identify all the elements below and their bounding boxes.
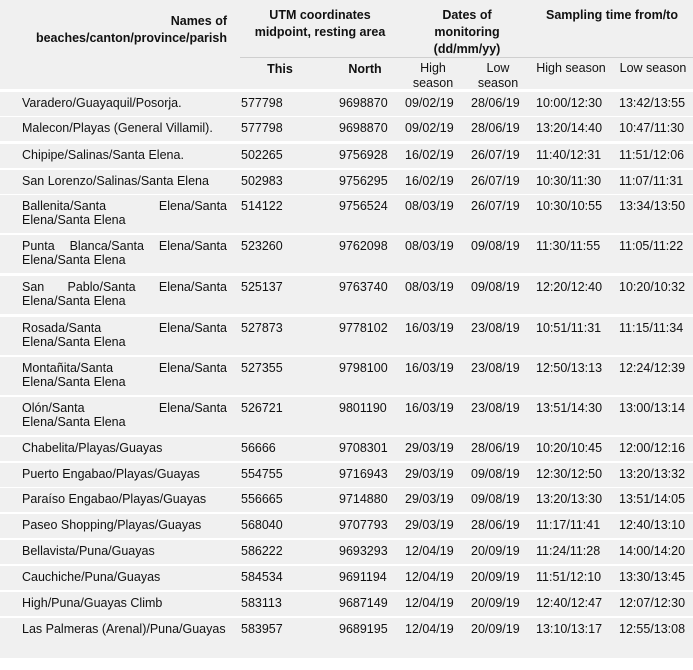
subheader-north: North xyxy=(348,62,382,76)
low-date-cell: 20/09/19 xyxy=(471,570,520,584)
low-time-cell: 12:55/13:08 xyxy=(619,622,686,636)
low-date-cell: 09/08/19 xyxy=(471,492,520,506)
low-time-cell: 14:00/14:20 xyxy=(619,544,686,558)
low-time-cell: 13:42/13:55 xyxy=(619,96,686,110)
high-date-cell: 09/02/19 xyxy=(405,121,454,135)
high-date-cell: 12/04/19 xyxy=(405,544,454,558)
table-row xyxy=(0,618,693,658)
table-row xyxy=(0,592,693,616)
low-date-cell: 28/06/19 xyxy=(471,441,520,455)
north-cell: 9707793 xyxy=(339,518,388,532)
beach-name: Chipipe/Salinas/Santa Elena. xyxy=(22,148,184,162)
high-time-cell: 13:20/14:40 xyxy=(536,121,603,135)
table-row xyxy=(0,144,693,168)
high-time-cell: 12:20/12:40 xyxy=(536,280,603,294)
low-time-cell: 13:51/14:05 xyxy=(619,492,686,506)
beach-name: Punta Blanca/Santa Elena/Santa Elena/Santa Elena xyxy=(22,239,227,267)
beach-name: Cauchiche/Puna/Guayas xyxy=(22,570,161,584)
high-date-cell: 09/02/19 xyxy=(405,96,454,110)
low-time-cell: 12:24/12:39 xyxy=(619,361,686,375)
north-cell: 9762098 xyxy=(339,239,388,253)
north-cell: 9716943 xyxy=(339,467,388,481)
table-row xyxy=(0,117,693,141)
north-cell: 9756295 xyxy=(339,174,388,188)
subheader-high-season-time: High season xyxy=(536,61,606,75)
north-cell: 9691194 xyxy=(339,570,387,584)
north-cell: 9693293 xyxy=(339,544,388,558)
beach-name: Chabelita/Playas/Guayas xyxy=(22,441,163,455)
north-cell: 9698870 xyxy=(339,96,388,110)
table-row xyxy=(0,566,693,590)
high-time-cell: 13:20/13:30 xyxy=(536,492,603,506)
table-row xyxy=(0,514,693,538)
high-date-cell: 29/03/19 xyxy=(405,518,454,532)
subheader-low-season-date: Low season xyxy=(477,61,519,90)
table-row xyxy=(0,235,693,273)
low-date-cell: 26/07/19 xyxy=(471,174,520,188)
high-date-cell: 16/02/19 xyxy=(405,174,454,188)
low-time-cell: 12:40/13:10 xyxy=(619,518,686,532)
high-time-cell: 10:00/12:30 xyxy=(536,96,603,110)
low-time-cell: 11:15/11:34 xyxy=(619,321,684,335)
low-time-cell: 11:51/12:06 xyxy=(619,148,685,162)
east-cell: 525137 xyxy=(241,280,283,294)
high-date-cell: 12/04/19 xyxy=(405,570,454,584)
low-time-cell: 13:30/13:45 xyxy=(619,570,686,584)
high-date-cell: 29/03/19 xyxy=(405,467,454,481)
subheader-this: This xyxy=(267,62,293,76)
table-row xyxy=(0,540,693,564)
east-cell: 556665 xyxy=(241,492,283,506)
low-date-cell: 09/08/19 xyxy=(471,239,520,253)
beach-name: High/Puna/Guayas Climb xyxy=(22,596,163,610)
high-time-cell: 12:30/12:50 xyxy=(536,467,603,481)
table-row xyxy=(0,276,693,314)
low-date-cell: 20/09/19 xyxy=(471,622,520,636)
header-sampling: Sampling time from/to xyxy=(546,8,678,22)
north-cell: 9798100 xyxy=(339,361,388,375)
table-row xyxy=(0,317,693,355)
beach-name: Varadero/Guayaquil/Posorja. xyxy=(22,96,182,110)
low-time-cell: 13:00/13:14 xyxy=(619,401,686,415)
high-time-cell: 10:30/10:55 xyxy=(536,199,603,213)
low-date-cell: 28/06/19 xyxy=(471,96,520,110)
beach-name: Bellavista/Puna/Guayas xyxy=(22,544,155,558)
east-cell: 584534 xyxy=(241,570,283,584)
low-time-cell: 13:20/13:32 xyxy=(619,467,686,481)
low-date-cell: 20/09/19 xyxy=(471,596,520,610)
high-time-cell: 13:10/13:17 xyxy=(536,622,603,636)
low-date-cell: 26/07/19 xyxy=(471,148,520,162)
subheader-low-season-time: Low season xyxy=(619,61,687,75)
beach-name: Malecon/Playas (General Villamil). xyxy=(22,121,213,135)
beach-name: Puerto Engabao/Playas/Guayas xyxy=(22,467,200,481)
low-time-cell: 12:07/12:30 xyxy=(619,596,686,610)
east-cell: 583957 xyxy=(241,622,283,636)
subheader-high-season-date: High season xyxy=(412,61,454,90)
east-cell: 554755 xyxy=(241,467,283,481)
low-time-cell: 11:07/11:31 xyxy=(619,174,684,188)
low-date-cell: 28/06/19 xyxy=(471,518,520,532)
east-cell: 527355 xyxy=(241,361,283,375)
low-time-cell: 10:20/10:32 xyxy=(619,280,686,294)
high-date-cell: 08/03/19 xyxy=(405,280,454,294)
beach-name: Las Palmeras (Arenal)/Puna/Guayas xyxy=(22,622,226,636)
low-time-cell: 10:47/11:30 xyxy=(619,121,685,135)
east-cell: 502265 xyxy=(241,148,283,162)
low-date-cell: 26/07/19 xyxy=(471,199,520,213)
beach-name: Olón/Santa Elena/Santa Elena/Santa Elena xyxy=(22,401,227,429)
high-date-cell: 08/03/19 xyxy=(405,239,454,253)
north-cell: 9801190 xyxy=(339,401,387,415)
north-cell: 9763740 xyxy=(339,280,388,294)
table-row xyxy=(0,170,693,194)
north-cell: 9689195 xyxy=(339,622,388,636)
table-row xyxy=(0,357,693,395)
north-cell: 9708301 xyxy=(339,441,388,455)
north-cell: 9698870 xyxy=(339,121,388,135)
high-date-cell: 29/03/19 xyxy=(405,441,454,455)
table-row xyxy=(0,463,693,487)
north-cell: 9756928 xyxy=(339,148,388,162)
beach-name: Ballenita/Santa Elena/Santa Elena/Santa Elena xyxy=(22,199,227,227)
beach-name: Paseo Shopping/Playas/Guayas xyxy=(22,518,202,532)
table-row xyxy=(0,437,693,461)
east-cell: 577798 xyxy=(241,96,283,110)
east-cell: 514122 xyxy=(241,199,283,213)
high-time-cell: 10:30/11:30 xyxy=(536,174,602,188)
beach-name: Rosada/Santa Elena/Santa Elena/Santa Elena xyxy=(22,321,227,349)
low-date-cell: 20/09/19 xyxy=(471,544,520,558)
east-cell: 56666 xyxy=(241,441,276,455)
table-row xyxy=(0,92,693,116)
beach-name: Montañita/Santa Elena/Santa Elena/Santa Elena xyxy=(22,361,227,389)
north-cell: 9778102 xyxy=(339,321,388,335)
east-cell: 568040 xyxy=(241,518,283,532)
beach-name: San Lorenzo/Salinas/Santa Elena xyxy=(22,174,209,188)
beach-name: San Pablo/Santa Elena/Santa Elena/Santa Elena xyxy=(22,280,227,308)
low-time-cell: 12:00/12:16 xyxy=(619,441,686,455)
high-time-cell: 10:20/10:45 xyxy=(536,441,603,455)
high-date-cell: 16/03/19 xyxy=(405,321,454,335)
low-date-cell: 28/06/19 xyxy=(471,121,520,135)
east-cell: 523260 xyxy=(241,239,283,253)
east-cell: 583113 xyxy=(241,596,282,610)
low-time-cell: 11:05/11:22 xyxy=(619,239,684,253)
table-header xyxy=(0,0,693,89)
east-cell: 577798 xyxy=(241,121,283,135)
table-row xyxy=(0,488,693,512)
high-date-cell: 12/04/19 xyxy=(405,596,454,610)
high-date-cell: 08/03/19 xyxy=(405,199,454,213)
table-row xyxy=(0,397,693,435)
high-time-cell: 10:51/11:31 xyxy=(536,321,602,335)
header-dates: Dates of monitoring (dd/mm/yy) xyxy=(433,8,501,56)
header-names: Names of beaches/canton/province/parish xyxy=(35,14,227,45)
high-date-cell: 12/04/19 xyxy=(405,622,454,636)
high-date-cell: 29/03/19 xyxy=(405,492,454,506)
table-row xyxy=(0,195,693,233)
high-time-cell: 12:40/12:47 xyxy=(536,596,603,610)
high-time-cell: 11:40/12:31 xyxy=(536,148,602,162)
north-cell: 9756524 xyxy=(339,199,388,213)
high-time-cell: 11:17/11:41 xyxy=(536,518,601,532)
high-date-cell: 16/02/19 xyxy=(405,148,454,162)
east-cell: 526721 xyxy=(241,401,283,415)
low-date-cell: 09/08/19 xyxy=(471,280,520,294)
high-time-cell: 11:51/12:10 xyxy=(536,570,602,584)
east-cell: 586222 xyxy=(241,544,283,558)
low-date-cell: 23/08/19 xyxy=(471,321,520,335)
east-cell: 502983 xyxy=(241,174,283,188)
low-time-cell: 13:34/13:50 xyxy=(619,199,686,213)
north-cell: 9714880 xyxy=(339,492,388,506)
high-time-cell: 11:30/11:55 xyxy=(536,239,601,253)
high-date-cell: 16/03/19 xyxy=(405,401,454,415)
high-time-cell: 12:50/13:13 xyxy=(536,361,603,375)
high-date-cell: 16/03/19 xyxy=(405,361,454,375)
high-time-cell: 13:51/14:30 xyxy=(536,401,603,415)
high-time-cell: 11:24/11:28 xyxy=(536,544,601,558)
east-cell: 527873 xyxy=(241,321,283,335)
low-date-cell: 23/08/19 xyxy=(471,401,520,415)
low-date-cell: 09/08/19 xyxy=(471,467,520,481)
beach-name: Paraíso Engabao/Playas/Guayas xyxy=(22,492,207,506)
header-utm: UTM coordinates midpoint, resting area xyxy=(254,8,386,39)
header-divider xyxy=(240,57,693,58)
low-date-cell: 23/08/19 xyxy=(471,361,520,375)
north-cell: 9687149 xyxy=(339,596,388,610)
